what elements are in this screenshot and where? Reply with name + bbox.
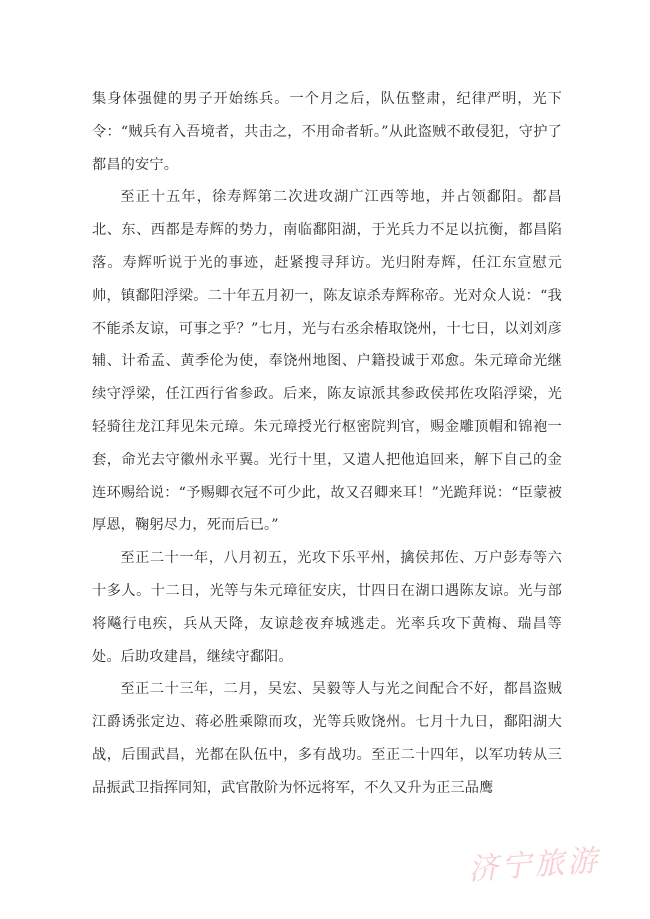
- paragraph-2: 至正十五年，徐寿辉第二次进攻湖广江西等地，并占领鄱阳。都昌北、东、西都是寿辉的势力，南临鄱阳湖，于光兵力不足以抗衡，都昌陷落。寿辉听说于光的事迹，赶紧搜寻拜访。光归附寿辉，任江东宣慰元帅，镇鄱阳浮梁。二十年五月初一，陈友谅杀寿辉称帝。光对众人说：“我不能杀友谅，可事之乎？”七月，光与右丞余椿取饶州，十七日，以刘刘彦辅、计希孟、黄季伦为使，奉饶州地图、户籍投诚于邓愈。朱元璋命光继续守浮梁，任江西行省参政。后来，陈友谅派其参政侯邦佐攻陷浮梁，光轻骑往龙江拜见朱元璋。朱元璋授光行枢密院判官，赐金雕顶帽和锦袍一套，命光去守徽州永平翼。光行十里，又遣人把他追回来，解下自己的金连环赐给说：“予赐卿衣冠不可少此，故又召卿来耳！”光跪拜说：“臣蒙被厚恩，鞠躬尽力，死而后已。”: [92, 189, 562, 534]
- paragraph-4: 至正二十三年，二月，吴宏、吴毅等人与光之间配合不好，都昌盗贼江爵诱张定边、蒋必胜乘隙而攻，光等兵败饶州。七月十九日，鄱阳湖大战，后围武昌，光都在队伍中，多有战功。至正二十四年，以军功转从三品振武卫指挥同知，武官散阶为怀远将军，不久又升为正三品鹰: [92, 681, 562, 796]
- watermark: 济宁旅游: [467, 843, 602, 888]
- body-text: [92, 83, 562, 805]
- paragraph-3: 至正二十一年，八月初五，光攻下乐平州，擒侯邦佐、万户彭寿等六十多人。十二日，光等与朱元璋征安庆，廿四日在湖口遇陈友谅。光与部将飚行电疾，兵从天降，友谅趁夜弃城逃走。光率兵攻下黄梅、瑞昌等处。后助攻建昌，继续守鄱阳。: [92, 550, 562, 665]
- paragraph-1: 集身体强健的男子开始练兵。一个月之后，队伍整肃，纪律严明，光下令：“贼兵有入吾境者，共击之，不用命者斩。”从此盗贼不敢侵犯，守护了都昌的安宁。: [92, 91, 562, 173]
